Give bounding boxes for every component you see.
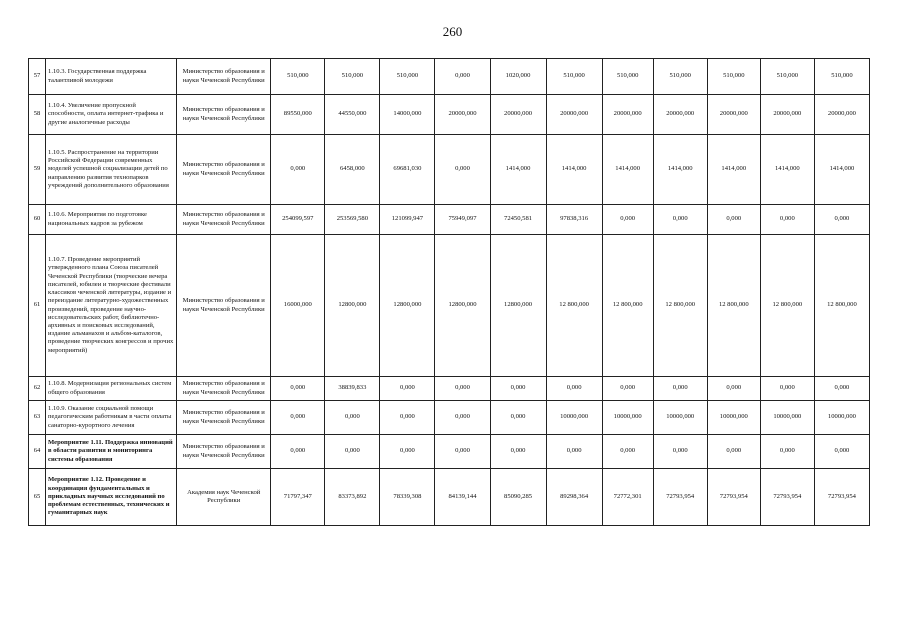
funding-value: 12800,000 (325, 235, 380, 377)
funding-value: 97838,316 (546, 205, 602, 235)
funding-value: 72450,581 (490, 205, 546, 235)
activity-name: Мероприятие 1.12. Проведение и координация фундаментальных и прикладных научных исследований по проблемам естественных, технических и гуманитарных наук (46, 469, 177, 526)
funding-value: 6458,000 (325, 135, 380, 205)
funding-value: 10000,000 (546, 401, 602, 435)
funding-value: 10000,000 (653, 401, 707, 435)
funding-value: 0,000 (435, 435, 490, 469)
funding-value: 510,000 (546, 59, 602, 95)
funding-value: 20000,000 (653, 95, 707, 135)
responsible-organization: Министерство образования и науки Чеченской Республики (177, 59, 271, 95)
funding-value: 1414,000 (602, 135, 653, 205)
funding-value: 20000,000 (760, 95, 814, 135)
funding-value: 10000,000 (602, 401, 653, 435)
funding-value: 0,000 (380, 435, 435, 469)
funding-value: 0,000 (707, 205, 760, 235)
activity-name: 1.10.9. Оказание социальной помощи педагогическим работникам в части оплаты санаторно-курортного лечения (46, 401, 177, 435)
activity-name: 1.10.3. Государственная поддержка талантливой молодежи (46, 59, 177, 95)
funding-value: 12 800,000 (653, 235, 707, 377)
funding-value: 510,000 (814, 59, 869, 95)
funding-value: 72793,954 (653, 469, 707, 526)
funding-value: 1414,000 (653, 135, 707, 205)
table-row (29, 435, 870, 469)
funding-value: 12 800,000 (814, 235, 869, 377)
funding-value: 0,000 (490, 435, 546, 469)
row-number: 62 (29, 377, 46, 401)
funding-value: 75949,097 (435, 205, 490, 235)
funding-value: 12800,000 (490, 235, 546, 377)
funding-value: 14000,000 (380, 95, 435, 135)
funding-value: 69681,030 (380, 135, 435, 205)
funding-value: 0,000 (490, 401, 546, 435)
funding-value: 0,000 (380, 401, 435, 435)
responsible-organization: Министерство образования и науки Чеченской Республики (177, 235, 271, 377)
funding-value: 0,000 (760, 435, 814, 469)
funding-value: 72793,954 (707, 469, 760, 526)
table-row (29, 205, 870, 235)
funding-value: 38839,833 (325, 377, 380, 401)
row-number: 63 (29, 401, 46, 435)
funding-value: 1020,000 (490, 59, 546, 95)
funding-value: 12800,000 (435, 235, 490, 377)
funding-value: 0,000 (760, 205, 814, 235)
row-number: 58 (29, 95, 46, 135)
funding-value: 0,000 (271, 377, 325, 401)
funding-value: 72793,954 (814, 469, 869, 526)
funding-value: 254099,597 (271, 205, 325, 235)
funding-value: 1414,000 (490, 135, 546, 205)
funding-value: 0,000 (271, 135, 325, 205)
row-number: 61 (29, 235, 46, 377)
funding-value: 72772,301 (602, 469, 653, 526)
funding-value: 0,000 (325, 435, 380, 469)
funding-value: 12 800,000 (707, 235, 760, 377)
funding-value: 1414,000 (814, 135, 869, 205)
funding-value: 0,000 (435, 401, 490, 435)
funding-value: 510,000 (707, 59, 760, 95)
funding-value: 20000,000 (435, 95, 490, 135)
funding-value: 0,000 (760, 377, 814, 401)
funding-value: 0,000 (271, 435, 325, 469)
responsible-organization: Академия наук Чеченской Республики (177, 469, 271, 526)
responsible-organization: Министерство образования и науки Чеченской Республики (177, 401, 271, 435)
funding-value: 0,000 (435, 59, 490, 95)
funding-value: 10000,000 (760, 401, 814, 435)
funding-value: 1414,000 (707, 135, 760, 205)
row-number: 65 (29, 469, 46, 526)
funding-value: 12800,000 (380, 235, 435, 377)
funding-value: 0,000 (814, 435, 869, 469)
funding-value: 0,000 (707, 435, 760, 469)
funding-value: 20000,000 (707, 95, 760, 135)
funding-value: 0,000 (546, 435, 602, 469)
funding-value: 12 800,000 (602, 235, 653, 377)
funding-value: 89298,364 (546, 469, 602, 526)
funding-value: 1414,000 (760, 135, 814, 205)
funding-value: 89550,000 (271, 95, 325, 135)
row-number: 64 (29, 435, 46, 469)
activity-name: 1.10.6. Мероприятия по подготовке национальных кадров за рубежом (46, 205, 177, 235)
funding-value: 10000,000 (707, 401, 760, 435)
responsible-organization: Министерство образования и науки Чеченской Республики (177, 205, 271, 235)
table-row (29, 135, 870, 205)
funding-value: 0,000 (602, 377, 653, 401)
funding-value: 0,000 (546, 377, 602, 401)
funding-value: 20000,000 (546, 95, 602, 135)
funding-value: 510,000 (271, 59, 325, 95)
funding-value: 0,000 (435, 135, 490, 205)
funding-value: 0,000 (435, 377, 490, 401)
funding-value: 0,000 (490, 377, 546, 401)
funding-value: 1414,000 (546, 135, 602, 205)
funding-value: 510,000 (380, 59, 435, 95)
funding-value: 12 800,000 (546, 235, 602, 377)
table-row (29, 469, 870, 526)
funding-value: 0,000 (325, 401, 380, 435)
funding-value: 0,000 (653, 205, 707, 235)
responsible-organization: Министерство образования и науки Чеченской Республики (177, 135, 271, 205)
table-row (29, 401, 870, 435)
budget-table (28, 58, 870, 526)
funding-value: 0,000 (653, 377, 707, 401)
funding-value: 20000,000 (602, 95, 653, 135)
funding-value: 12 800,000 (760, 235, 814, 377)
responsible-organization: Министерство образования и науки Чеченской Республики (177, 435, 271, 469)
funding-value: 10000,000 (814, 401, 869, 435)
funding-value: 0,000 (380, 377, 435, 401)
funding-value: 78339,308 (380, 469, 435, 526)
funding-value: 0,000 (653, 435, 707, 469)
funding-value: 121099,947 (380, 205, 435, 235)
funding-value: 0,000 (707, 377, 760, 401)
activity-name: 1.10.5. Распространение на территории Российской Федерации современных моделей успешной социализации детей по направлению развития технопарков учреждений дополнительного образования (46, 135, 177, 205)
funding-value: 72793,954 (760, 469, 814, 526)
funding-value: 510,000 (653, 59, 707, 95)
responsible-organization: Министерство образования и науки Чеченской Республики (177, 377, 271, 401)
funding-value: 83373,892 (325, 469, 380, 526)
funding-value: 0,000 (814, 377, 869, 401)
funding-value: 44550,000 (325, 95, 380, 135)
funding-value: 510,000 (325, 59, 380, 95)
table-row (29, 95, 870, 135)
responsible-organization: Министерство образования и науки Чеченской Республики (177, 95, 271, 135)
funding-value: 510,000 (602, 59, 653, 95)
funding-value: 16000,000 (271, 235, 325, 377)
funding-value: 84139,144 (435, 469, 490, 526)
table-row (29, 235, 870, 377)
funding-value: 510,000 (760, 59, 814, 95)
funding-value: 71797,347 (271, 469, 325, 526)
activity-name: 1.10.8. Модернизация региональных систем общего образования (46, 377, 177, 401)
row-number: 60 (29, 205, 46, 235)
funding-value: 0,000 (814, 205, 869, 235)
activity-name: Мероприятие 1.11. Поддержка инноваций в области развития и мониторинга системы образования (46, 435, 177, 469)
page-number: 260 (442, 24, 463, 39)
funding-value: 85090,285 (490, 469, 546, 526)
table-row (29, 59, 870, 95)
funding-value: 0,000 (271, 401, 325, 435)
table-body (29, 59, 870, 526)
funding-value: 253569,580 (325, 205, 380, 235)
row-number: 57 (29, 59, 46, 95)
row-number: 59 (29, 135, 46, 205)
funding-value: 0,000 (602, 205, 653, 235)
table-row (29, 377, 870, 401)
activity-name: 1.10.7. Проведение мероприятий утвержденного плана Союза писателей Чеченской Республики (творческие вечера писателей, юбилеи и творческие фестивали классиков чеченской литературы, издание и переиздание литературно-художественных произведений, проведение научно-исследовательских работ, библиотечно-архивных и поисковых исследований, издание альманахов и альбом-каталогов, проведение творческих конгрессов и прочих мероприятий) (46, 235, 177, 377)
funding-value: 0,000 (602, 435, 653, 469)
funding-value: 20000,000 (814, 95, 869, 135)
activity-name: 1.10.4. Увеличение пропускной способности, оплата интернет-трафика и другие аналогичные расходы (46, 95, 177, 135)
funding-value: 20000,000 (490, 95, 546, 135)
